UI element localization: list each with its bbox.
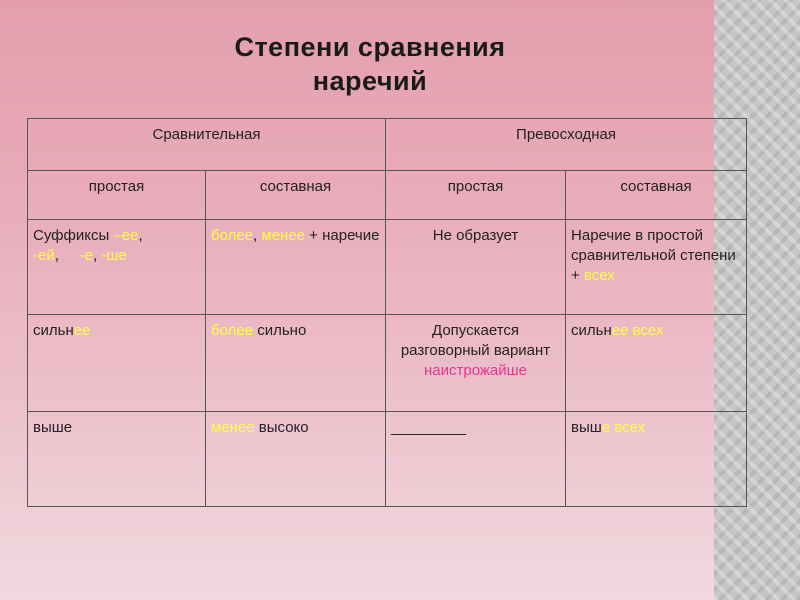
word-ending: е всех (601, 419, 646, 436)
header-comparative: Сравнительная (28, 119, 386, 171)
header-superlative: Превосходная (386, 119, 747, 171)
cell-comparative-compound (206, 315, 386, 412)
cell-superlative-compound (566, 220, 747, 315)
cell-text: высоко (254, 419, 309, 436)
word-stem: сильн (571, 322, 612, 339)
subheader-comparative-simple: простая (28, 171, 206, 220)
cell-comparative-simple (28, 220, 206, 315)
word-stem: сильн (33, 322, 74, 339)
cell-comparative-simple (28, 315, 206, 412)
cell-comparative-simple (28, 412, 206, 507)
subheader-superlative-simple: простая (386, 171, 566, 220)
table-subheader-row (28, 171, 747, 220)
word-bolee: более (211, 227, 254, 244)
table-header-row (28, 119, 747, 171)
suffix-ei: -ей (33, 247, 55, 264)
table-row-example-silno (28, 315, 747, 412)
word-naistrozhaishe: наистрожайше (424, 362, 528, 379)
cell-text: Допускается разговорный вариант (400, 322, 551, 359)
cell-superlative-compound (566, 412, 747, 507)
table-row-example-vysoko (28, 412, 747, 507)
slide-title-line-1: Степени сравнения (234, 32, 506, 62)
slide-title (30, 30, 710, 98)
slide-title-line-2: наречий (312, 66, 428, 96)
cell-text: , (54, 247, 80, 264)
word-bolee: более (211, 322, 254, 339)
word-stem: выш (571, 419, 602, 436)
subheader-comparative-compound: составная (206, 171, 386, 220)
cell-text: , (138, 227, 143, 244)
cell-comparative-compound (206, 412, 386, 507)
cell-text: сильно (253, 322, 307, 339)
cell-text: выше (33, 419, 73, 436)
table-row-formation (28, 220, 747, 315)
cell-text: , (253, 227, 262, 244)
word-vsekh: всех (583, 267, 615, 284)
suffix-she: -ше (101, 247, 127, 264)
cell-text: Наречие в простой сравнительной степени + (571, 227, 736, 284)
blank-line: _________ (391, 419, 467, 436)
cell-text: Суффиксы (33, 227, 114, 244)
subheader-superlative-compound: составная (566, 171, 747, 220)
cell-text: Не образует (432, 227, 519, 244)
word-ending: ее всех (611, 322, 664, 339)
word-ending: ее (73, 322, 91, 339)
cell-superlative-simple (386, 220, 566, 315)
cell-superlative-compound (566, 315, 747, 412)
cell-superlative-simple (386, 412, 566, 507)
word-menee: менее (261, 227, 306, 244)
cell-comparative-compound (206, 220, 386, 315)
suffix-e: -е (79, 247, 94, 264)
cell-text: , (93, 247, 102, 264)
word-menee: менее (211, 419, 255, 436)
suffix-ee: –ее (113, 227, 139, 244)
cell-superlative-simple (386, 315, 566, 412)
cell-text: + наречие (305, 227, 380, 244)
degrees-comparison-table (27, 118, 747, 507)
